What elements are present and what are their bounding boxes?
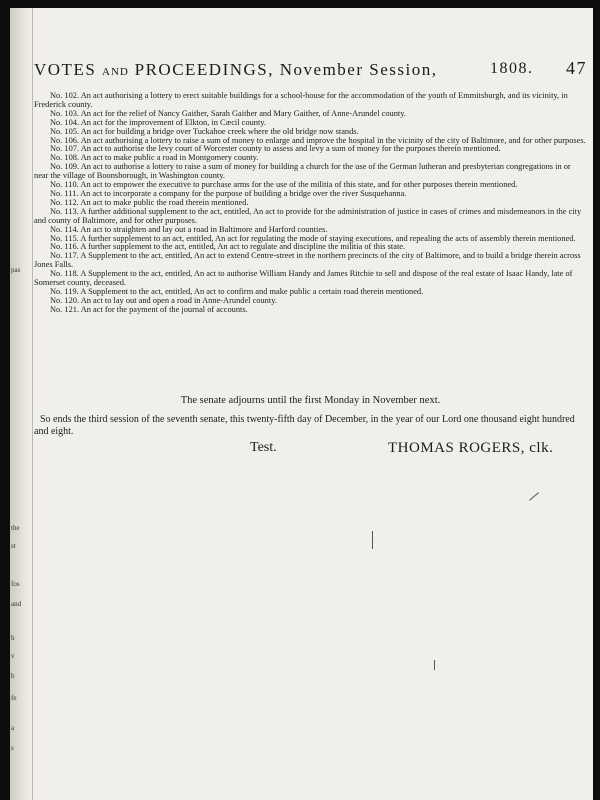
stray-mark bbox=[529, 492, 539, 500]
clerk-signature: THOMAS ROGERS, clk. bbox=[388, 440, 554, 456]
header-title bbox=[34, 60, 437, 80]
act-entry: No. 111. An act to incorporate a company for the purpose of building a bridge over the river Susquehanna. bbox=[50, 188, 407, 198]
act-entry: No. 116. A further supplement to the act, entitled, An act to regulate and discipline the militia of this state. bbox=[50, 242, 406, 252]
header-and: AND bbox=[102, 66, 129, 78]
closing-paragraph: So ends the third session of the seventh senate, this twenty-fifth day of December, in the year of our Lord one thousand eight hundred and eight. bbox=[34, 414, 575, 437]
act-entry: No. 119. A Supplement to the act, entitled, An act to confirm and make public a certain road therein mentioned. bbox=[50, 286, 424, 296]
act-entry: No. 107. An act to authorise the levy court of Worcester county to assess and levy a sum of money for the purposes therein mentioned. bbox=[50, 144, 501, 154]
act-entry: No. 110. An act to empower the executive to purchase arms for the use of the militia of this state, and for other purposes therein mentioned. bbox=[50, 180, 518, 190]
gutter-fragment: fos bbox=[11, 580, 20, 588]
act-entry: No. 103. An act for the relief of Nancy Gaither, Sarah Gaither and Mary Gaither, of Anne-Arundel county. bbox=[50, 108, 406, 118]
stray-mark bbox=[372, 531, 373, 549]
running-header bbox=[34, 60, 589, 86]
act-entry: No. 102. An act authorising a lottery to erect suitable buildings for a school-house for the accommodation of the youth of Emmitsburgh, and its vicinity, in Frederick county. bbox=[34, 91, 568, 109]
header-session: Session, bbox=[369, 60, 438, 79]
gutter-fragment: s bbox=[11, 744, 14, 752]
page-number: 47 bbox=[566, 58, 587, 78]
gutter-fragment: pas bbox=[11, 266, 21, 274]
act-entry: No. 104. An act for the improvement of Elkton, in Cæcil county. bbox=[50, 117, 267, 127]
test-label: Test. bbox=[250, 440, 277, 455]
adjacent-page-gutter bbox=[10, 8, 33, 800]
stray-mark bbox=[434, 660, 435, 670]
document-page bbox=[10, 8, 593, 800]
gutter-fragment: fe bbox=[11, 694, 17, 702]
act-entry: No. 109. An act to authorise a lottery to raise a sum of money for building a church for the use of the German lutheran and presbyterian congregations in or near the village of Boonsborough, in Washington county. bbox=[34, 162, 571, 181]
act-entry: No. 108. An act to make public a road in Montgomery county. bbox=[50, 153, 259, 163]
gutter-fragment: b bbox=[11, 672, 15, 680]
act-entry: No. 117. A Supplement to the act, entitled, An act to extend Centre-street in the northern precincts of the city of Baltimore, and to build a bridge therein across Jones Falls. bbox=[34, 251, 581, 270]
header-year: 1808. bbox=[490, 60, 534, 77]
act-entry: No. 120. An act to lay out and open a road in Anne-Arundel county. bbox=[50, 295, 277, 305]
act-entry: No. 112. An act to make public the road therein mentioned. bbox=[50, 197, 249, 207]
gutter-fragment: and bbox=[11, 600, 22, 608]
act-entry: No. 118. A Supplement to the act, entitled, An act to authorise William Handy and James Ritchie to sell and dispose of the real estate of Isaac Handy, late of Somerset county, deceased. bbox=[34, 269, 573, 288]
adjournment-line: The senate adjourns until the first Monday in November next. bbox=[180, 395, 441, 406]
header-votes: VOTES bbox=[34, 60, 97, 79]
header-month: November bbox=[279, 60, 364, 79]
acts-list bbox=[34, 92, 587, 315]
gutter-fragment: st bbox=[11, 542, 16, 550]
gutter-fragment: the bbox=[11, 524, 20, 532]
act-entry: No. 106. An act authorising a lottery to raise a sum of money to enlarge and improve the hospital in the vicinity of the city of Baltimore, and for other purposes. bbox=[50, 135, 586, 145]
act-entry: No. 114. An act to straighten and lay out a road in Baltimore and Harford counties. bbox=[50, 224, 328, 234]
gutter-fragment: h bbox=[11, 634, 15, 642]
act-entry: No. 115. A further supplement to an act, entitled, An act for regulating the mode of staying executions, and repealing the acts of assembly therein mentioned. bbox=[50, 233, 576, 243]
header-proceedings: PROCEEDINGS, bbox=[134, 60, 274, 79]
act-entry: No. 105. An act for building a bridge over Tuckahoe creek where the old bridge now stands. bbox=[50, 126, 359, 136]
act-entry: No. 113. A further additional supplement to the act, entitled, An act to provide for the administration of justice in cases of crimes and misdemeanors in the city and county of Baltimore, and for other purposes. bbox=[34, 206, 582, 225]
act-entry: No. 121. An act for the payment of the journal of accounts. bbox=[50, 304, 248, 314]
gutter-fragment: v bbox=[11, 652, 15, 660]
gutter-fragment: a bbox=[11, 724, 15, 732]
